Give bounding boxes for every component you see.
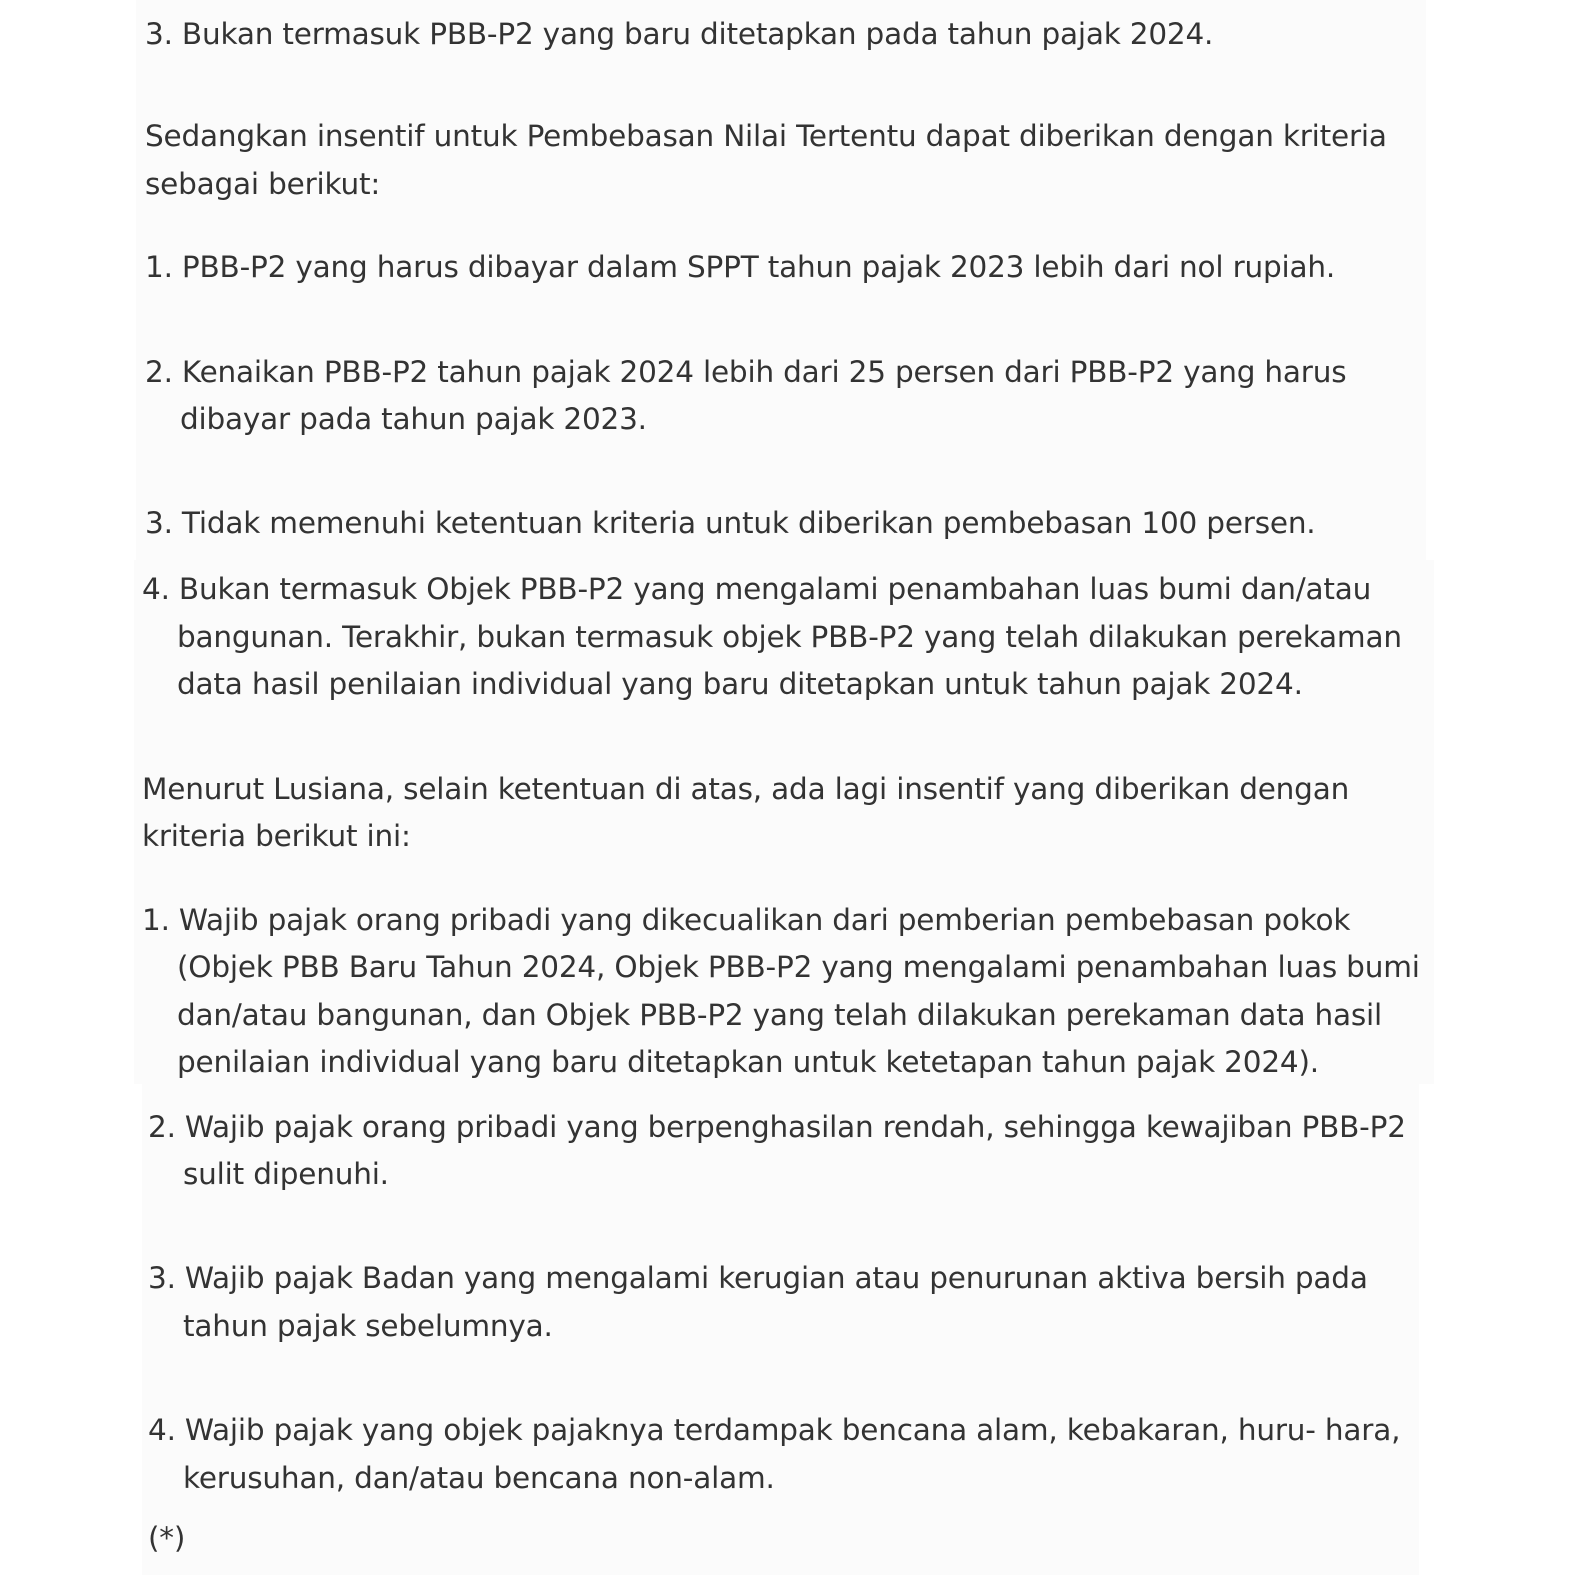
incentive-item-1-line-3: dan/atau bangunan, dan Objek PBB-P2 yang telah dilakukan perekaman data hasil	[177, 998, 1383, 1032]
incentive-item-3-line-2: tahun pajak sebelumnya.	[183, 1309, 553, 1343]
list-item-4-line-1: 4. Bukan termasuk Objek PBB-P2 yang mengalami penambahan luas bumi dan/atau	[142, 572, 1372, 606]
paragraph-lusiana-line-2: kriteria berikut ini:	[142, 819, 411, 853]
incentive-item-1-line-2: (Objek PBB Baru Tahun 2024, Objek PBB-P2 yang mengalami penambahan luas bumi	[177, 950, 1420, 984]
incentive-item-2-line-1: 2. Wajib pajak orang pribadi yang berpenghasilan rendah, sehingga kewajiban PBB-P2	[148, 1110, 1406, 1144]
incentive-item-4-line-2: kerusuhan, dan/atau bencana non-alam.	[183, 1461, 775, 1495]
list-item-4-line-3: data hasil penilaian individual yang baru ditetapkan untuk tahun pajak 2024.	[177, 667, 1303, 701]
paragraph-lusiana-line-1: Menurut Lusiana, selain ketentuan di atas, ada lagi insentif yang diberikan dengan	[142, 772, 1350, 806]
incentive-item-3-line-1: 3. Wajib pajak Badan yang mengalami kerugian atau penurunan aktiva bersih pada	[148, 1261, 1368, 1295]
criteria-item-3: 3. Bukan termasuk PBB-P2 yang baru ditetapkan pada tahun pajak 2024.	[145, 17, 1214, 51]
list-item-4-line-2: bangunan. Terakhir, bukan termasuk objek PBB-P2 yang telah dilakukan perekaman	[177, 620, 1402, 654]
footnote-marker: (*)	[148, 1521, 186, 1555]
list-item-2-line-1: 2. Kenaikan PBB-P2 tahun pajak 2024 lebih dari 25 persen dari PBB-P2 yang harus	[145, 355, 1347, 389]
paragraph-intro-line-1: Sedangkan insentif untuk Pembebasan Nilai Tertentu dapat diberikan dengan kriteria	[145, 119, 1387, 153]
paragraph-intro-line-2: sebagai berikut:	[145, 167, 381, 201]
incentive-item-4-line-1: 4. Wajib pajak yang objek pajaknya terdampak bencana alam, kebakaran, huru- hara,	[148, 1413, 1401, 1447]
list-item-3: 3. Tidak memenuhi ketentuan kriteria untuk diberikan pembebasan 100 persen.	[145, 506, 1316, 540]
list-item-1: 1. PBB-P2 yang harus dibayar dalam SPPT tahun pajak 2023 lebih dari nol rupiah.	[145, 250, 1336, 284]
incentive-item-1-line-1: 1. Wajib pajak orang pribadi yang dikecualikan dari pemberian pembebasan pokok	[142, 903, 1351, 937]
incentive-item-1-line-4: penilaian individual yang baru ditetapkan untuk ketetapan tahun pajak 2024).	[177, 1045, 1319, 1079]
list-item-2-line-2: dibayar pada tahun pajak 2023.	[180, 402, 647, 436]
incentive-item-2-line-2: sulit dipenuhi.	[183, 1157, 389, 1191]
